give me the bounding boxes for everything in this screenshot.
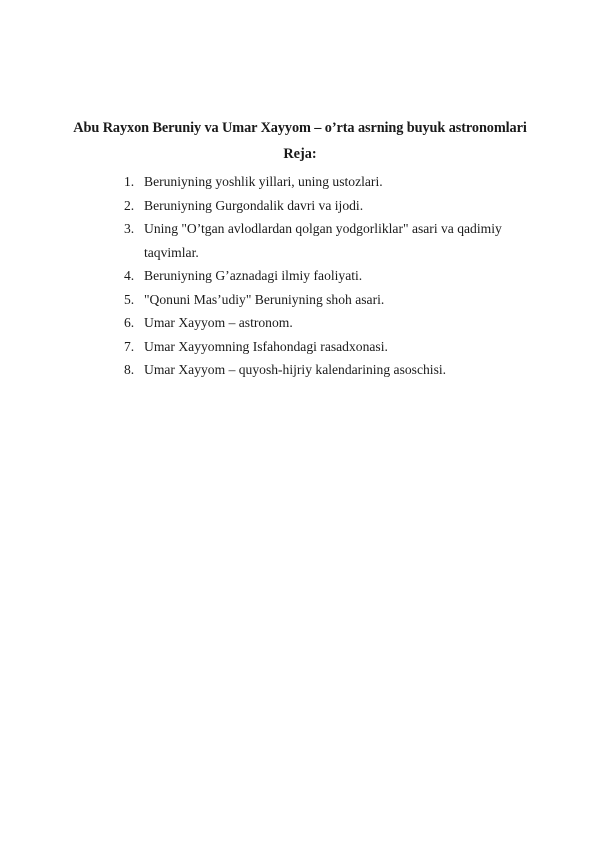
list-item-number: 5. (124, 291, 135, 307)
plan-heading: Reja: (283, 146, 317, 162)
list-item-number: 3. (124, 221, 135, 236)
list-item-text: "Qonuni Mas’udiy" Beruniyning shoh asari. (144, 291, 385, 307)
list-item-text: Beruniyning yoshlik yillari, uning ustozlari. (144, 174, 383, 189)
list-item (124, 217, 524, 264)
list-item (124, 170, 524, 194)
list-item-text: Beruniyning G’aznadagi ilmiy faoliyati. (144, 268, 363, 283)
list-item-text: Umar Xayyomning Isfahondagi rasadxonasi. (144, 338, 388, 354)
list-item (124, 358, 524, 382)
list-item-text: Umar Xayyom – astronom. (144, 315, 293, 330)
list-item-text: Umar Xayyom – quyosh-hijriy kalendarining asoschisi. (144, 362, 447, 377)
list-item-number: 2. (124, 197, 135, 213)
document-title: Abu Rayxon Beruniy va Umar Xayyom – o’rta asrning buyuk astronomlari (73, 120, 527, 136)
plan-list (124, 170, 524, 382)
list-item (124, 194, 524, 218)
list-item-number: 1. (124, 174, 135, 189)
list-item-text: Uning "O’tgan avlodlardan qolgan yodgorliklar" asari va qadimiy taqvimlar. (144, 221, 502, 260)
list-item (124, 335, 524, 359)
list-item-number: 7. (124, 338, 135, 354)
list-item-number: 6. (124, 315, 135, 330)
list-item (124, 311, 524, 335)
list-item (124, 264, 524, 288)
list-item (124, 288, 524, 312)
list-item-number: 8. (124, 362, 135, 377)
list-item-number: 4. (124, 268, 135, 283)
list-item-text: Beruniyning Gurgondalik davri va ijodi. (144, 197, 364, 213)
